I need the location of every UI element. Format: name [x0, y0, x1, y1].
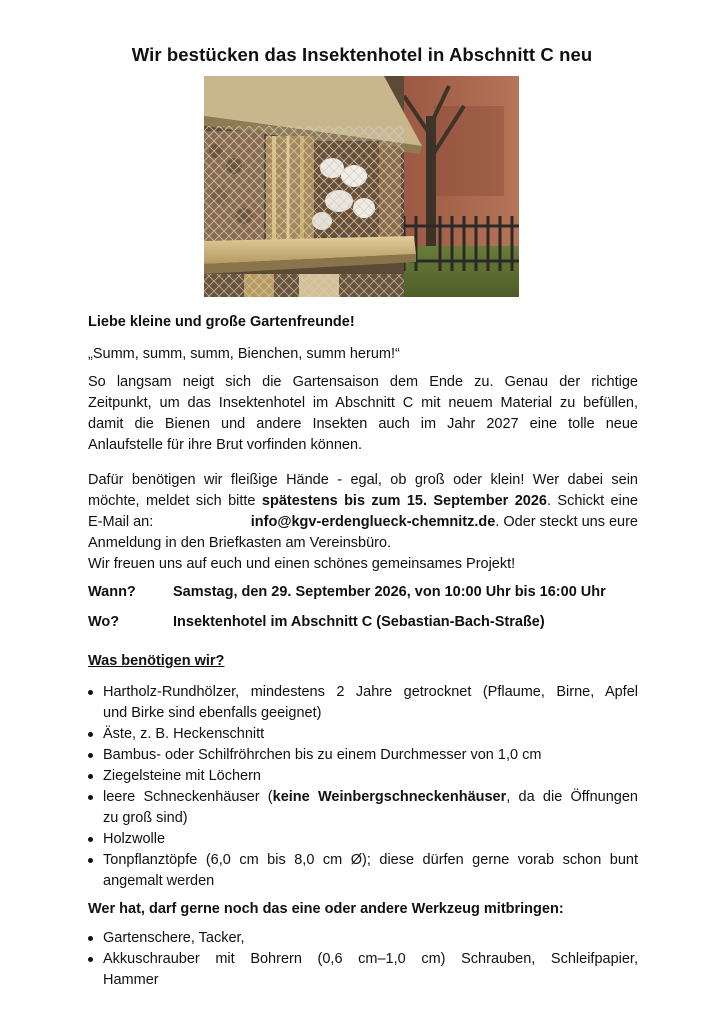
tools-list-block: [88, 928, 638, 991]
quote-block: [88, 344, 638, 365]
needs-heading: Was benötigen wir?: [88, 653, 225, 669]
list-item: Tonpflanztöpfe (6,0 cm bis 8,0 cm Ø); diese dürfen gerne vorab schon bunt angemalt werden: [88, 850, 638, 892]
intro-line: damit die Bienen und andere Insekten auch im Jahr 2027 eine tolle neue: [88, 416, 638, 432]
list-item: Ziegelsteine mit Löchern: [88, 766, 638, 787]
intro-paragraph: [88, 372, 638, 456]
call-line: [88, 512, 638, 533]
needs-heading-block: [88, 651, 638, 672]
call-text: . Schickt eine: [546, 493, 638, 509]
call-text: E-Mail an:: [88, 514, 154, 530]
list-item: Holzwolle: [88, 829, 638, 850]
when-value: Samstag, den 29. September 2026, von 10:00 Uhr bis 16:00 Uhr: [173, 584, 606, 600]
bullet-icon: [88, 774, 93, 779]
list-item: Gartenschere, Tacker,: [88, 928, 638, 949]
tools-heading: Wer hat, darf gerne noch das eine oder andere Werkzeug mitbringen:: [88, 901, 564, 917]
bullet-icon: [88, 795, 93, 800]
list-item: leere Schneckenhäuser (keine Weinbergschneckenhäuser, da die Öffnungen zu groß sind): [88, 787, 638, 829]
needs-list: [88, 682, 638, 892]
page-title: Wir bestücken das Insektenhotel in Abschnitt C neu: [131, 44, 593, 65]
deadline: spätestens bis zum 15. September 2026: [261, 493, 547, 509]
quote: „Summ, summ, summ, Bienchen, summ herum!“: [88, 346, 400, 362]
call-line: Dafür benötigen wir fleißige Hände - egal, ob groß oder klein! Wer dabei sein: [88, 472, 638, 488]
list-item: Hartholz-Rundhölzer, mindestens 2 Jahre getrocknet (Pflaume, Birne, Apfel und Birke sind ebenfalls geeignet): [88, 682, 638, 724]
email-link[interactable]: info@kgv-erdenglueck-chemnitz.de: [250, 514, 496, 530]
greeting-block: [88, 312, 638, 333]
intro-line: So langsam neigt sich die Gartensaison dem Ende zu. Genau der richtige: [88, 374, 638, 390]
list-item: Äste, z. B. Heckenschnitt: [88, 724, 638, 745]
call-paragraph: [88, 470, 638, 575]
bullet-icon: [88, 753, 93, 758]
call-line: [88, 491, 638, 512]
bullet-icon: [88, 957, 93, 962]
intro-line: Anlaufstelle für ihre Brut vorfinden können.: [88, 437, 363, 453]
call-text: . Oder steckt uns eure: [495, 514, 638, 530]
bullet-icon: [88, 732, 93, 737]
tools-heading-block: [88, 899, 638, 920]
needs-list-block: [88, 682, 638, 892]
where-value: Insektenhotel im Abschnitt C (Sebastian-Bach-Straße): [173, 614, 545, 630]
where-label: Wo?: [88, 614, 120, 630]
list-item: Bambus- oder Schilfröhrchen bis zu einem Durchmesser von 1,0 cm: [88, 745, 638, 766]
bullet-icon: [88, 837, 93, 842]
when-label: Wann?: [88, 584, 136, 600]
list-item: Akkuschrauber mit Bohrern (0,6 cm–1,0 cm) Schrauben, Schleifpapier, Hammer: [88, 949, 638, 991]
intro-line: Zeitpunkt, um das Insektenhotel im Abschnitt C mit neuem Material zu befüllen,: [88, 395, 638, 411]
insect-hotel-photo: [204, 76, 519, 297]
bullet-icon: [88, 690, 93, 695]
call-line: Wir freuen uns auf euch und einen schönes gemeinsames Projekt!: [88, 556, 516, 572]
bullet-icon: [88, 858, 93, 863]
call-text: möchte, meldet sich bitte: [88, 493, 262, 509]
call-line: Anmeldung in den Briefkasten am Vereinsbüro.: [88, 535, 392, 551]
where-row: [88, 612, 638, 633]
tools-list: [88, 928, 638, 991]
bullet-icon: [88, 936, 93, 941]
when-row: [88, 582, 638, 603]
greeting: Liebe kleine und große Gartenfreunde!: [88, 314, 355, 330]
